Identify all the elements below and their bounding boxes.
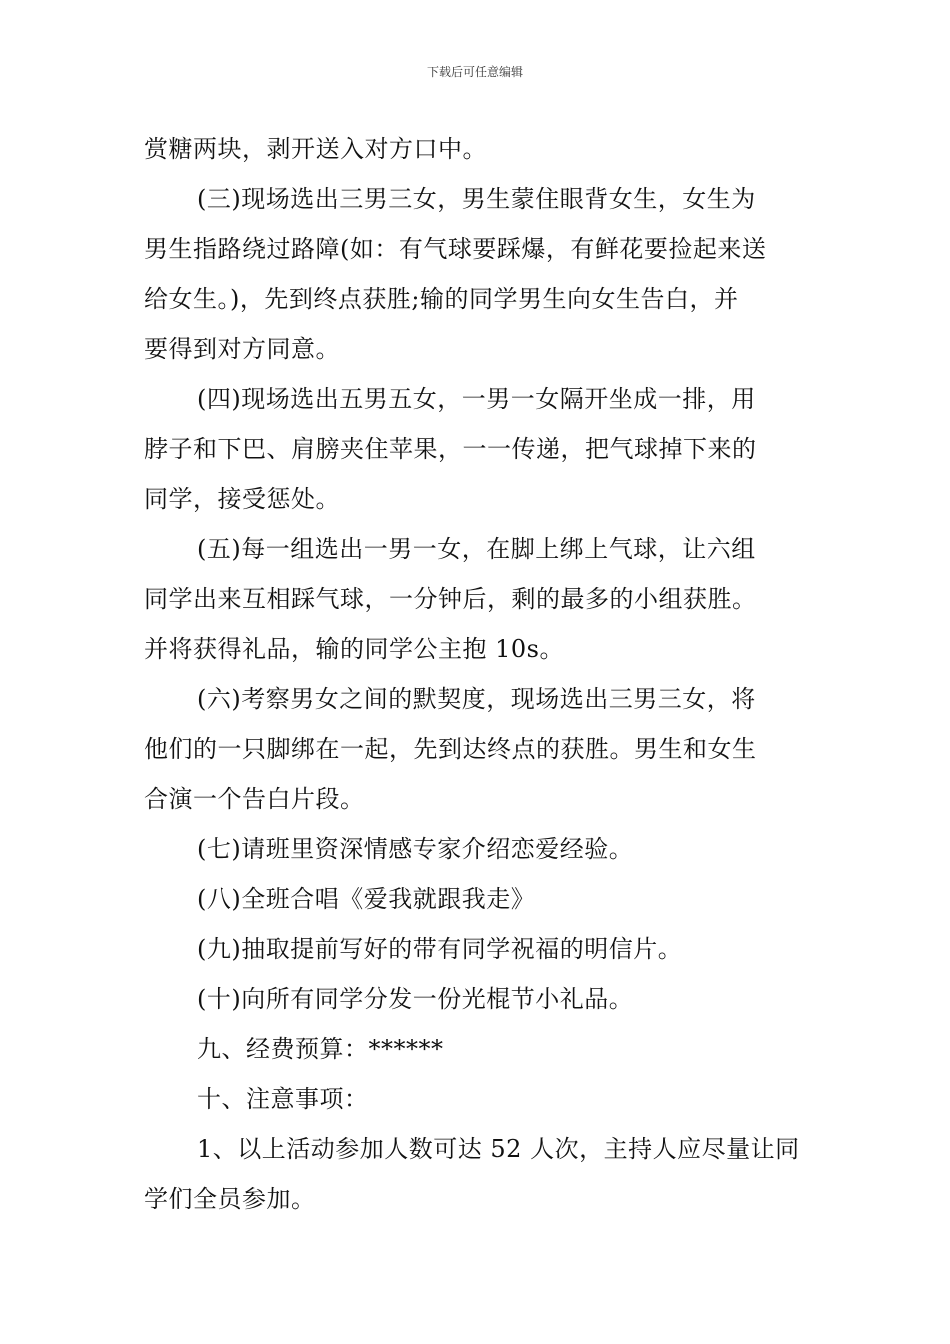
text-line: 给女生。)，先到终点获胜;输的同学男生向女生告白，并 [144, 285, 739, 313]
text-line: (六)考察男女之间的默契度，现场选出三男三女，将 [197, 685, 756, 713]
text-line: 脖子和下巴、肩膀夹住苹果，一一传递，把气球掉下来的 [144, 435, 757, 463]
text-line: 1、以上活动参加人数可达 52 人次，主持人应尽量让同 [197, 1135, 800, 1163]
text-line: 要得到对方同意。 [144, 335, 340, 363]
text-line: (四)现场选出五男五女，一男一女隔开坐成一排，用 [197, 385, 756, 413]
text-line: 同学出来互相踩气球，一分钟后，剩的最多的小组获胜。 [144, 585, 757, 613]
text-line: 他们的一只脚绑在一起，先到达终点的获胜。男生和女生 [144, 735, 757, 763]
text-line: (九)抽取提前写好的带有同学祝福的明信片。 [197, 935, 683, 963]
text-line: 男生指路绕过路障(如：有气球要踩爆，有鲜花要捡起来送 [144, 235, 767, 263]
section-heading: 十、注意事项： [197, 1085, 369, 1113]
text-line: 同学，接受惩处。 [144, 485, 340, 513]
text-line: 赏糖两块，剥开送入对方口中。 [144, 135, 487, 163]
section-heading: 九、经费预算：****** [197, 1035, 444, 1063]
document-body [144, 124, 808, 1224]
text-line: (五)每一组选出一男一女，在脚上绑上气球，让六组 [197, 535, 756, 563]
text-line: (八)全班合唱《爱我就跟我走》 [197, 885, 536, 913]
text-line: 合演一个告白片段。 [144, 785, 365, 813]
page-header: 下载后可任意编辑 [426, 65, 523, 79]
text-line: 学们全员参加。 [144, 1185, 316, 1213]
text-line: 并将获得礼品，输的同学公主抱 10s。 [144, 635, 564, 663]
text-line: (十)向所有同学分发一份光棍节小礼品。 [197, 985, 634, 1013]
text-line: (七)请班里资深情感专家介绍恋爱经验。 [197, 835, 634, 863]
text-line: (三)现场选出三男三女，男生蒙住眼背女生，女生为 [197, 185, 756, 213]
